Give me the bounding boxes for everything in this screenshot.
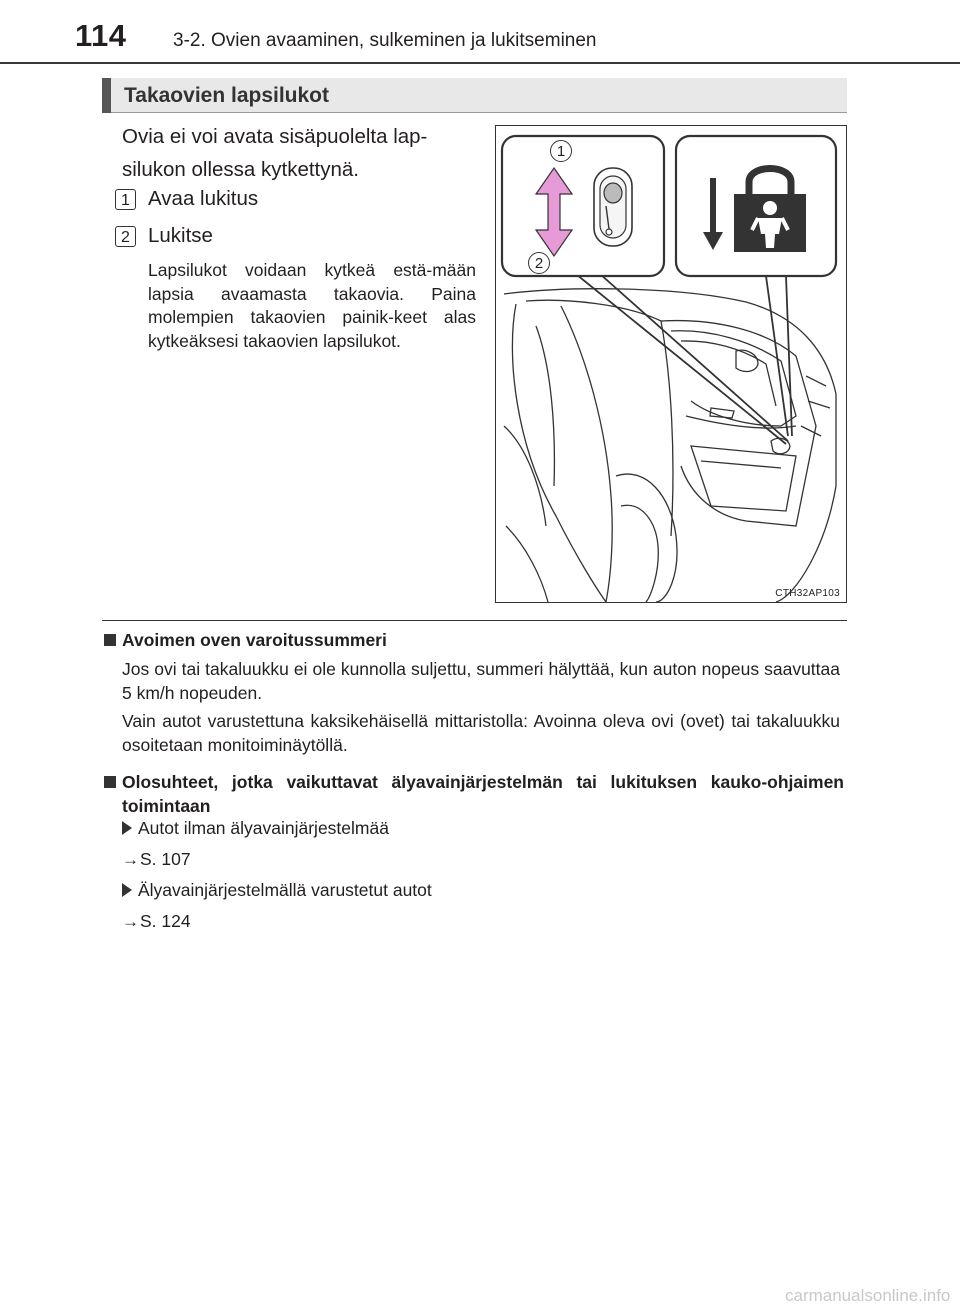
arrow-right-icon: → [122,850,139,869]
reference-link-124[interactable] [122,910,422,934]
subitem-label: Älyavainjärjestelmällä varustetut autot [138,880,432,900]
callout-1: 1 [550,140,572,162]
note-text: Lapsilukot voidaan kytkeä estä-mään lapsia avaamasta takaovia. Paina molempien takaovien painik-keet alas kytkeäksesi takaovien lapsilukot. [148,260,476,351]
paragraph-display: Vain autot varustettuna kaksikehäisellä mittaristolla: Avoinna oleva ovi (ovet) tai takaluukku osoitetaan monitoiminäytöllä. [122,711,840,755]
item-number-2: 2 [115,226,136,247]
section-heading-accent [102,78,111,113]
header-rule [0,62,960,64]
subitem-smart-key [122,879,722,903]
figure-code: CTH32AP103 [775,588,840,599]
reference-link-107[interactable] [122,848,422,872]
subitem-no-smart-key [122,817,722,841]
item-label-lock: Lukitse [148,224,213,247]
callout-2: 2 [528,252,550,274]
item-label-unlock: Avaa lukitus [148,187,259,210]
triangle-bullet-icon [122,821,132,835]
section-title: Takaovien lapsilukot [124,84,330,107]
page-reference[interactable]: S. 124 [140,911,191,931]
intro-text: Ovia ei voi avata sisäpuolelta lap-silukon ollessa kytkettynä. [122,125,428,181]
triangle-bullet-icon [122,883,132,897]
chapter-title: 3-2. Ovien avaaminen, sulkeminen ja lukitseminen [173,30,597,51]
bullet-heading-smart-key: Olosuhteet, jotka vaikuttavat älyavainjärjestelmän tai lukituksen kauko-ohjaimen toimintaan [122,772,844,816]
watermark: carmanualsonline.info [785,1286,951,1305]
item-number-1: 1 [115,189,136,210]
arrow-right-icon: → [122,912,139,931]
page-number: 114 [75,18,127,53]
page-reference[interactable]: S. 107 [140,849,191,869]
child-lock-illustration [495,125,847,603]
section-rule [102,620,847,621]
lock-lever-icon [594,168,632,246]
paragraph-buzzer: Jos ovi tai takaluukku ei ole kunnolla suljettu, summeri hälyttää, kun auton nopeus saavuttaa 5 km/h nopeuden. [122,659,840,703]
square-bullet-icon [104,634,116,646]
bullet-heading-row-1 [104,630,387,651]
lock-lever-panel [502,136,664,276]
illustration-drawing [496,126,846,602]
bullet-heading-row-2 [104,771,844,818]
bullet-heading-door-warning: Avoimen oven varoitussummeri [122,630,387,650]
square-bullet-icon [104,776,116,788]
subitem-label: Autot ilman älyavainjärjestelmää [138,818,389,838]
